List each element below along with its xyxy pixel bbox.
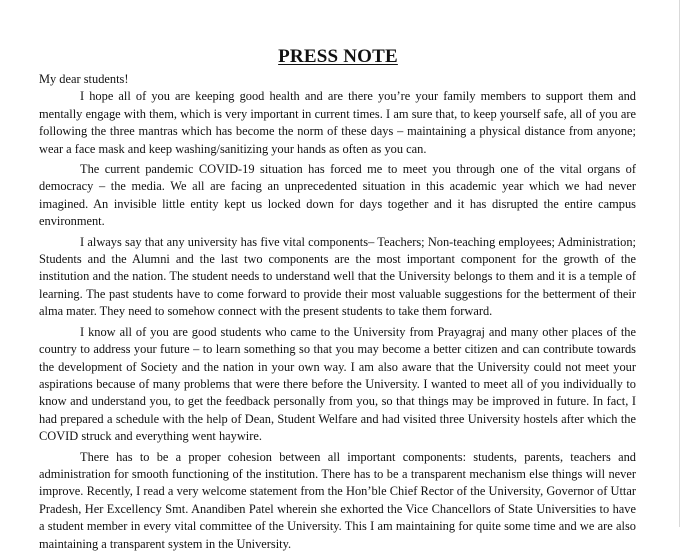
paragraph-2: The current pandemic COVID-19 situation has forced me to meet you through one of the vital organs of democracy – the media. We all are facing an unprecedented situation in this academic year which we had never imagined. An invisible little entity kept us locked down for days together and it has disrupted the entire campus environment.	[39, 162, 636, 229]
paragraph-3: I always say that any university has five vital components– Teachers; Non-teaching employees; Administration; Students and the Alumni and the last two components are the most important component for the growth of the institution and the nation. The student needs to understand well that the University belongs to them and it is a temple of learning. The past students have to come forward to provide their most valuable suggestions for the betterment of their alma mater. They need to somehow connect with the present students to take them forward.	[39, 234, 636, 319]
salutation: My dear students!	[39, 72, 129, 86]
document-title: PRESS NOTE	[278, 46, 398, 67]
paragraph-5: There has to be a proper cohesion between all important components: students, parents, teachers and administration for smooth functioning of the institution. There has to be a transparent mechanism else things will never improve. Recently, I read a very welcome statement from the Hon’ble Chief Rector of the University, Governor of Uttar Pradesh, Her Excellency Smt. Anandiben Patel wherein she exhorted the Vice Chancellors of State Universities to have a student member in every vital committee of the University. This I am maintaining for quite some time and we are also maintaining a transparent system in the University.	[39, 449, 636, 551]
paragraph-4: I know all of you are good students who came to the University from Prayagraj and many other places of the country to address your future – to learn something so that you may become a better citizen and can contribute towards the development of Society and the nation in your own way. I am also aware that the University could not meet your aspirations because of many problems that were there before the University. I wanted to meet all of you individually to know and understand you, to get the feedback personally from you, so that things may be improved in future. In fact, I had prepared a schedule with the help of Dean, Student Welfare and had visited three University hostels after which the COVID struck and everything went haywire.	[39, 324, 636, 444]
paragraph-1: I hope all of you are keeping good health and are there you’re your family members to support them and mentally engage with them, which is very important in current times. I am sure that, to keep yourself safe, all of you are following the three mantras which has become the norm of these days – maintaining a physical distance from anyone; wear a face mask and keep washing/sanitizing your hands as often as you can.	[39, 89, 636, 156]
document-body	[39, 71, 636, 556]
